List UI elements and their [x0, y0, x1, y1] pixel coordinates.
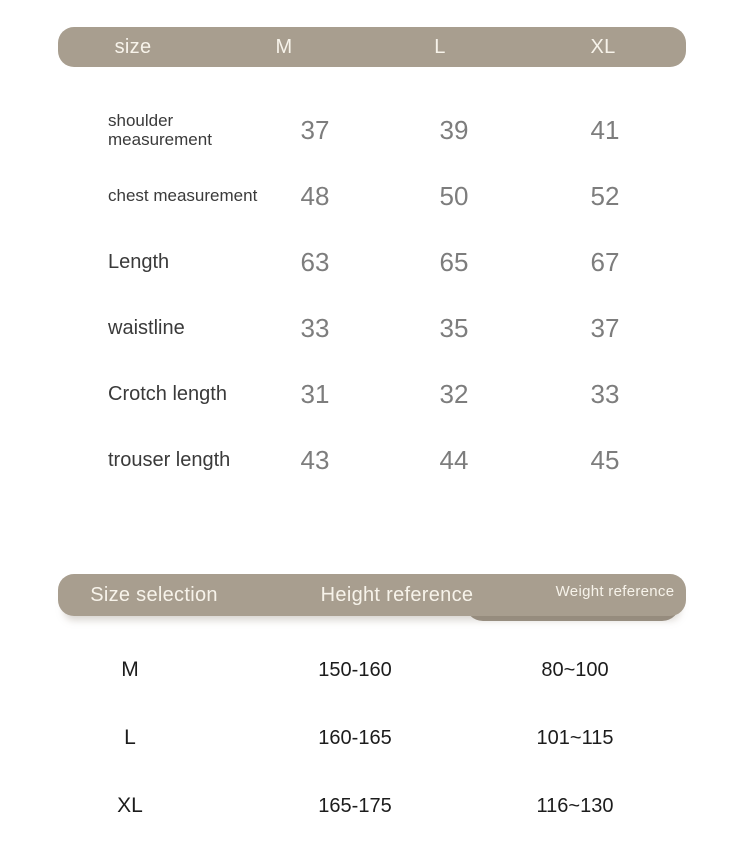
- table-row: [58, 361, 684, 427]
- reference-header-weight: Weight reference: [555, 582, 675, 600]
- table-row: [58, 295, 684, 361]
- reference-header-size: Size selection: [90, 583, 218, 606]
- crotch-xl-value: 33: [590, 378, 620, 409]
- reference-header-height: Height reference: [320, 583, 474, 606]
- ref-height-m: 150-160: [318, 658, 392, 681]
- ref-size-m: M: [121, 658, 139, 681]
- row-label-chest: chest measurement: [108, 186, 258, 205]
- waistline-xl-value: 37: [590, 312, 620, 343]
- table-row: [58, 704, 688, 772]
- ref-weight-m: 80~100: [541, 658, 609, 681]
- ref-size-l: L: [124, 726, 136, 749]
- shoulder-m-value: 37: [300, 114, 330, 145]
- ref-height-xl: 165-175: [318, 794, 392, 817]
- row-label-length: Length: [108, 250, 170, 273]
- size-table-header: [58, 27, 686, 67]
- row-label-trouser: trouser length: [108, 448, 231, 471]
- chest-m-value: 48: [300, 180, 330, 211]
- chest-xl-value: 52: [590, 180, 620, 211]
- row-label-waistline: waistline: [108, 316, 185, 339]
- table-row: [58, 427, 684, 493]
- waistline-l-value: 35: [439, 312, 469, 343]
- length-l-value: 65: [439, 246, 469, 277]
- trouser-m-value: 43: [300, 444, 330, 475]
- waistline-m-value: 33: [300, 312, 330, 343]
- size-table-header-m: M: [275, 35, 293, 58]
- reference-table-header: [58, 574, 686, 616]
- table-row: [58, 772, 688, 840]
- trouser-xl-value: 45: [590, 444, 620, 475]
- table-row: [58, 97, 684, 163]
- length-xl-value: 67: [590, 246, 620, 277]
- crotch-m-value: 31: [300, 378, 330, 409]
- ref-weight-xl: 116~130: [536, 794, 614, 817]
- size-table-body: [58, 97, 684, 493]
- length-m-value: 63: [300, 246, 330, 277]
- row-label-crotch: Crotch length: [108, 382, 227, 405]
- ref-size-xl: XL: [117, 794, 143, 817]
- ref-weight-l: 101~115: [536, 726, 614, 749]
- reference-table-body: [58, 636, 688, 840]
- row-label-shoulder: shoulder measurement: [108, 110, 212, 149]
- table-row: [58, 636, 688, 704]
- trouser-l-value: 44: [439, 444, 469, 475]
- chest-l-value: 50: [439, 180, 469, 211]
- table-row: [58, 229, 684, 295]
- crotch-l-value: 32: [439, 378, 469, 409]
- table-row: [58, 163, 684, 229]
- size-table-header-l: L: [434, 35, 446, 58]
- shoulder-l-value: 39: [439, 114, 469, 145]
- size-table-header-xl: XL: [590, 35, 616, 58]
- size-table-header-size: size: [114, 35, 152, 58]
- shoulder-xl-value: 41: [590, 114, 620, 145]
- ref-height-l: 160-165: [318, 726, 392, 749]
